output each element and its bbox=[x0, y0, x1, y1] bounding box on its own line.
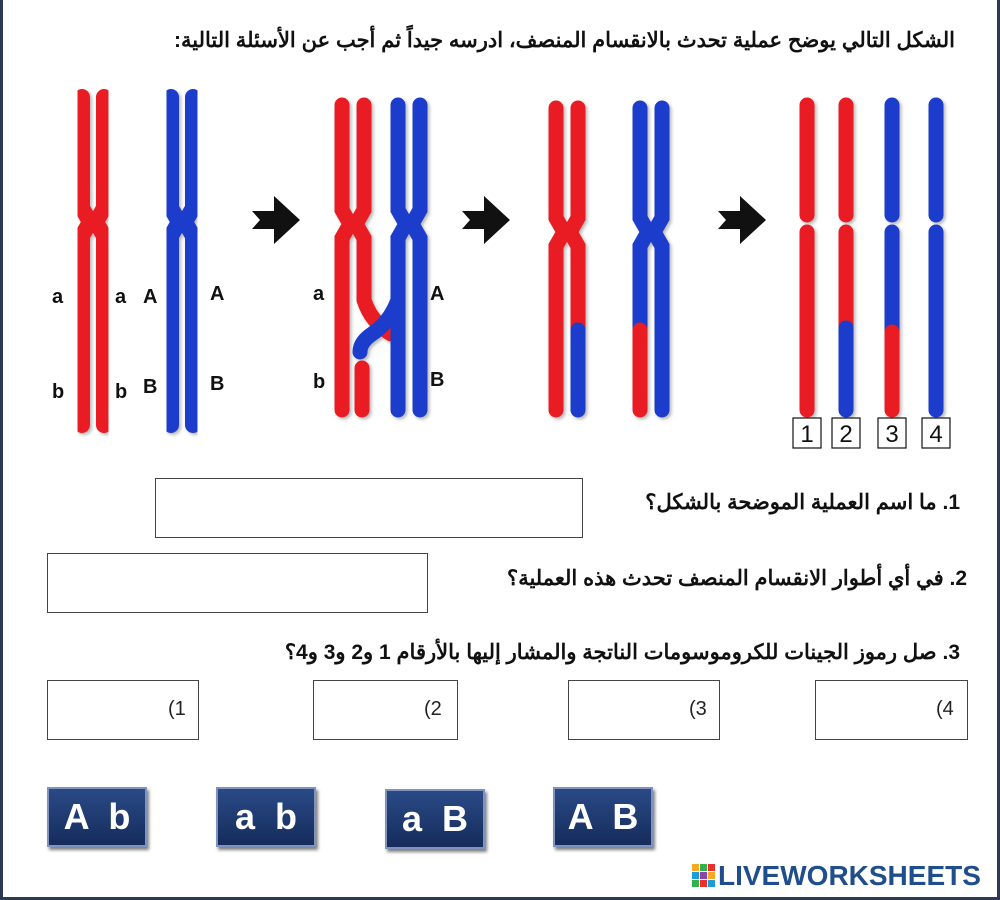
question-2: 2. في أي أطوار الانقسام المنصف تحدث هذه العملية؟ bbox=[507, 567, 967, 590]
arrow-right-icon bbox=[252, 196, 300, 244]
liveworksheets-logo-icon bbox=[692, 860, 716, 890]
question-3: 3. صل رموز الجينات للكروموسومات الناتجة والمشار إليها بالأرقام 1 و2 و3 و4؟ bbox=[284, 641, 960, 664]
answer-slot-label: (2 bbox=[424, 698, 442, 720]
drag-tile-aB[interactable]: a B bbox=[385, 789, 485, 849]
gene-label-B: B bbox=[143, 376, 158, 398]
answer-slot-2[interactable] bbox=[313, 680, 458, 740]
answer-slot-label: (4 bbox=[936, 698, 954, 720]
answer-input-q2[interactable] bbox=[47, 553, 428, 613]
gene-label-a: a bbox=[313, 283, 325, 305]
gene-label-b: b bbox=[52, 381, 65, 403]
stage4-chromatids bbox=[807, 105, 936, 410]
answer-slot-label: (1 bbox=[168, 698, 186, 720]
stage2-homolog-pair bbox=[342, 105, 420, 410]
gene-label-A: A bbox=[430, 283, 445, 305]
worksheet-title: الشكل التالي يوضح عملية تحدث بالانقسام المنصف، ادرسه جيداً ثم أجب عن الأسئلة التالية: bbox=[174, 29, 955, 52]
answer-slot-4[interactable] bbox=[815, 680, 968, 740]
arrow-right-icon bbox=[718, 196, 766, 244]
arrow-right-icon bbox=[462, 196, 510, 244]
gene-label-a: a bbox=[52, 286, 64, 308]
answer-slot-label: (3 bbox=[689, 698, 707, 720]
chromosome-number-1: 1 bbox=[800, 421, 814, 448]
gene-label-b: b bbox=[313, 371, 326, 393]
brand-name: LIVEWORKSHEETS bbox=[718, 860, 981, 891]
chromosome-number-4: 4 bbox=[929, 421, 943, 448]
gene-label-a: a bbox=[115, 286, 127, 308]
stage3-recombined-pair bbox=[556, 108, 662, 410]
answer-slot-3[interactable] bbox=[568, 680, 720, 740]
drag-tile-Ab[interactable]: A b bbox=[47, 787, 147, 847]
chromosome-number-2: 2 bbox=[839, 421, 853, 448]
question-1: 1. ما اسم العملية الموضحة بالشكل؟ bbox=[645, 491, 960, 514]
stage1-blue-chromosome bbox=[171, 97, 193, 425]
gene-label-B: B bbox=[430, 369, 445, 391]
drag-tile-AB[interactable]: A B bbox=[553, 787, 653, 847]
chromosome-number-3: 3 bbox=[885, 421, 899, 448]
answer-slot-1[interactable] bbox=[47, 680, 199, 740]
gene-label-B: B bbox=[210, 373, 225, 395]
gene-label-A: A bbox=[143, 286, 158, 308]
crossing-over-diagram bbox=[0, 80, 1000, 460]
gene-label-A: A bbox=[210, 283, 225, 305]
gene-label-b: b bbox=[115, 381, 128, 403]
drag-tile-ab[interactable]: a b bbox=[216, 787, 316, 847]
answer-input-q1[interactable] bbox=[155, 478, 583, 538]
stage1-red-chromosome bbox=[82, 97, 104, 425]
